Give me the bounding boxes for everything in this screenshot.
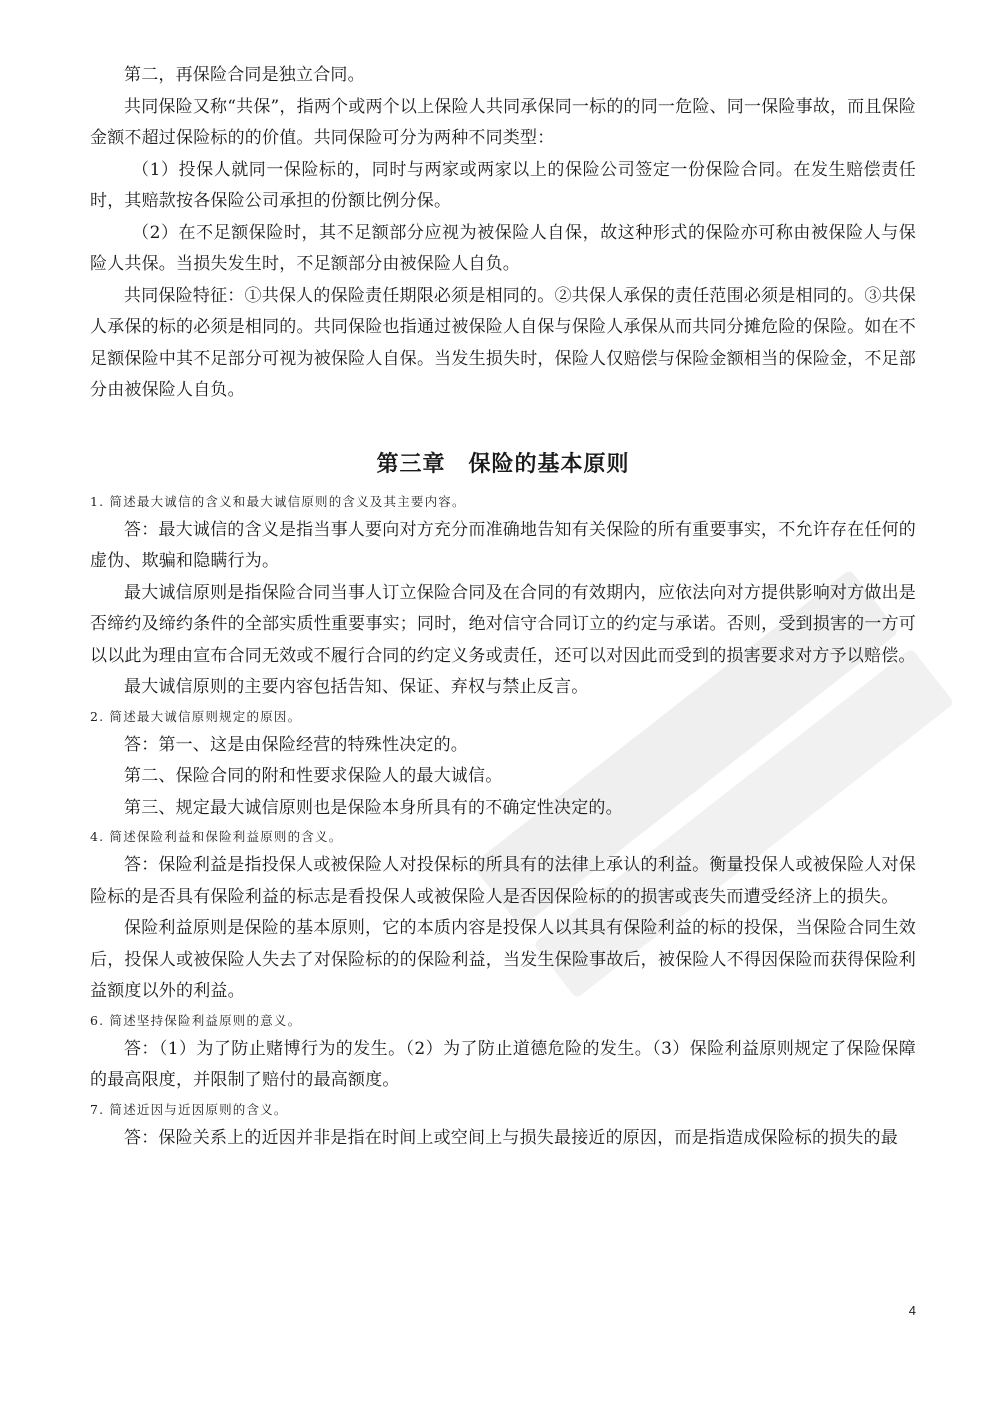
answer-paragraph: 保险利益原则是保险的基本原则，它的本质内容是投保人以其具有保险利益的标的投保，当保险合同生效后，投保人或被保险人失去了对保险标的的保险利益，当发生保险事故后，被保险人不得因保险而获得保险利益额度以外的利益。	[90, 918, 916, 1001]
answer-paragraph: 第二、保险合同的附和性要求保险人的最大诚信。	[124, 766, 503, 786]
question-heading: 2. 简述最大诚信原则规定的原因。	[90, 708, 302, 724]
answer-paragraph: 答：保险关系上的近因并非是指在时间上或空间上与损失最接近的原因，而是指造成保险标的损失的最	[124, 1127, 898, 1148]
paragraph: 共同保险又称“共保”，指两个或两个以上保险人共同承保同一标的的同一危险、同一保险事故，而且保险 金额不超过保险标的的价值。共同保险可分为两种不同类型：	[90, 96, 916, 148]
answer-paragraph: 最大诚信原则是指保险合同当事人订立保险合同及在合同的有效期内，应依法向对方提供影响对方做出是否缔约及缔约条件的全部实质性重要事实；同时，绝对信守合同订立的约定与承诺。否则，受到损害的一方可以以此为理由宣布合同无效或不履行合同的约定义务或责任，还可以对因此而受到的损害要求对方予以赔偿。	[90, 582, 916, 666]
question-heading: 4. 简述保险利益和保险利益原则的含义。	[90, 829, 343, 844]
chapter-title: 第三章 保险的基本原则	[376, 451, 630, 477]
paragraph: （1）投保人就同一保险标的，同时与两家或两家以上的保险公司签定一份保险合同。在发生赔偿责任时，其赔款按各保险公司承担的份额比例分保。	[90, 159, 916, 211]
paragraph: （2）在不足额保险时，其不足额部分应视为被保险人自保，故这种形式的保险亦可称由被保险人与保险人共保。当损失发生时，不足额部分由被保险人自负。	[90, 222, 916, 274]
question-heading: 1. 简述最大诚信的含义和最大诚信原则的含义及其主要内容。	[90, 493, 466, 509]
question-heading: 6. 简述坚持保险利益原则的意义。	[90, 1012, 302, 1028]
question-heading: 7. 简述近因与近因原则的含义。	[90, 1101, 288, 1117]
answer-paragraph: 第三、规定最大诚信原则也是保险本身所具有的不确定性决定的。	[124, 797, 623, 818]
answer-paragraph: 答：保险利益是指投保人或被保险人对投保标的所具有的法律上承认的利益。衡量投保人或被保险人对保险标的是否具有保险利益的标志是看投保人或被保险人是否因保险标的的损害或丧失而遭受经济上的损失。	[90, 855, 916, 907]
answer-paragraph: 最大诚信原则的主要内容包括告知、保证、弃权与禁止反言。	[124, 677, 589, 697]
document-page	[90, 60, 916, 1154]
page-number: 4	[908, 1303, 916, 1318]
answer-paragraph: 答：最大诚信的含义是指当事人要向对方充分而准确地告知有关保险的所有重要事实，不允许存在任何的虚伪、欺骗和隐瞒行为。	[90, 519, 916, 571]
answer-paragraph: 答：第一、这是由保险经营的特殊性决定的。	[124, 734, 468, 755]
paragraph: 第二，再保险合同是独立合同。	[124, 65, 365, 85]
paragraph: 共同保险特征：①共保人的保险责任期限必须是相同的。②共保人承保的责任范围必须是相同的。③共保人承保的标的必须是相同的。共同保险也指通过被保险人自保与保险人承保从而共同分摊危险的保险。如在不足额保险中其不足部分可视为被保险人自保。当发生损失时，保险人仅赔偿与保险金额相当的保险金，不足部分由被保险人自负。	[90, 285, 916, 400]
answer-paragraph: 答：（1）为了防止赌博行为的发生。（2）为了防止道德危险的发生。（3）保险利益原则规定了保险保障的最高限度，并限制了赔付的最高额度。	[90, 1038, 916, 1090]
